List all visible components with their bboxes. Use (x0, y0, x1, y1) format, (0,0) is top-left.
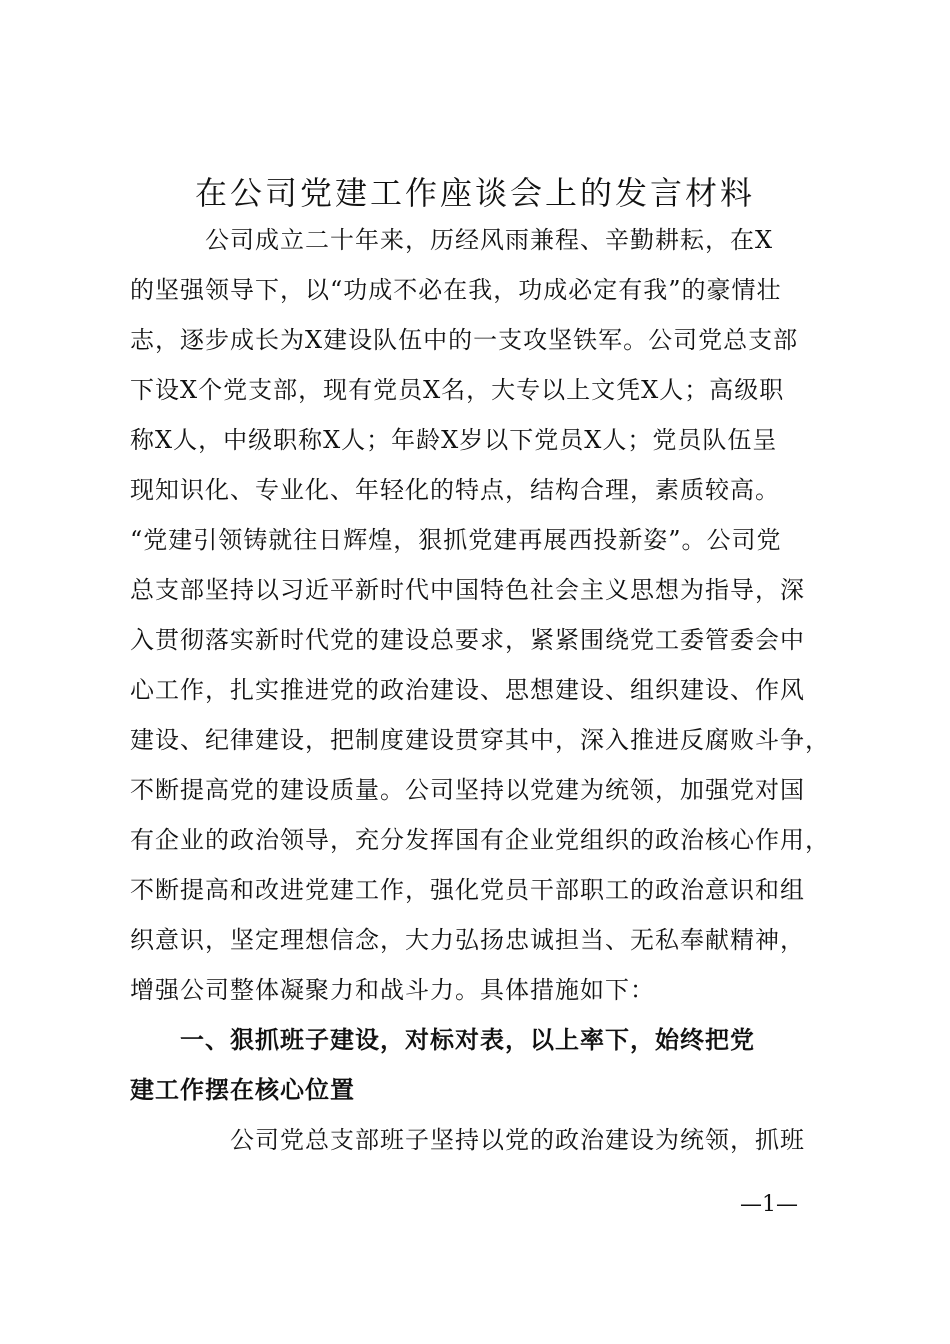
paragraph-line: 建设、纪律建设，把制度建设贯穿其中，深入推进反腐败斗争， (130, 726, 830, 754)
paragraph-line: 织意识，坚定理想信念，大力弘扬忠诚担当、无私奉献精神， (130, 926, 805, 954)
paragraph-line: 不断提高和改进党建工作，强化党员干部职工的政治意识和组 (130, 876, 805, 904)
paragraph-line: 总支部坚持以习近平新时代中国特色社会主义思想为指导，深 (130, 576, 805, 604)
paragraph-line: 现知识化、专业化、年轻化的特点，结构合理，素质较高。 (130, 476, 780, 504)
paragraph-line: 下设X个党支部，现有党员X名，大专以上文凭X人；高级职 (130, 376, 785, 404)
section-heading-line: 一、狠抓班子建设，对标对表，以上率下，始终把党 (180, 1026, 755, 1054)
document-title: 在公司党建工作座谈会上的发言材料 (194, 174, 755, 212)
paragraph-line: 的坚强领导下，以“功成不必在我，功成必定有我”的豪情壮 (130, 276, 782, 304)
paragraph-line: “党建引领铸就往日辉煌，狠抓党建再展西投新姿”。公司党 (130, 526, 782, 554)
section-heading-line: 建工作摆在核心位置 (130, 1076, 355, 1104)
paragraph-line: 公司成立二十年来，历经风雨兼程、辛勤耕耘，在X (205, 226, 774, 254)
page-number: —1— (740, 1192, 798, 1217)
paragraph-line: 增强公司整体凝聚力和战斗力。具体措施如下： (130, 976, 655, 1004)
paragraph-line: 不断提高党的建设质量。公司坚持以党建为统领，加强党对国 (130, 776, 805, 804)
paragraph-line: 有企业的政治领导，充分发挥国有企业党组织的政治核心作用， (130, 826, 830, 854)
paragraph-line: 入贯彻落实新时代党的建设总要求，紧紧围绕党工委管委会中 (130, 626, 805, 654)
paragraph-line: 心工作，扎实推进党的政治建设、思想建设、组织建设、作风 (130, 676, 805, 704)
paragraph-line: 称X人，中级职称X人；年龄X岁以下党员X人；党员队伍呈 (130, 426, 778, 454)
paragraph-line: 公司党总支部班子坚持以党的政治建设为统领，抓班 (230, 1126, 805, 1154)
paragraph-line: 志，逐步成长为X建设队伍中的一支攻坚铁军。公司党总支部 (130, 326, 799, 354)
